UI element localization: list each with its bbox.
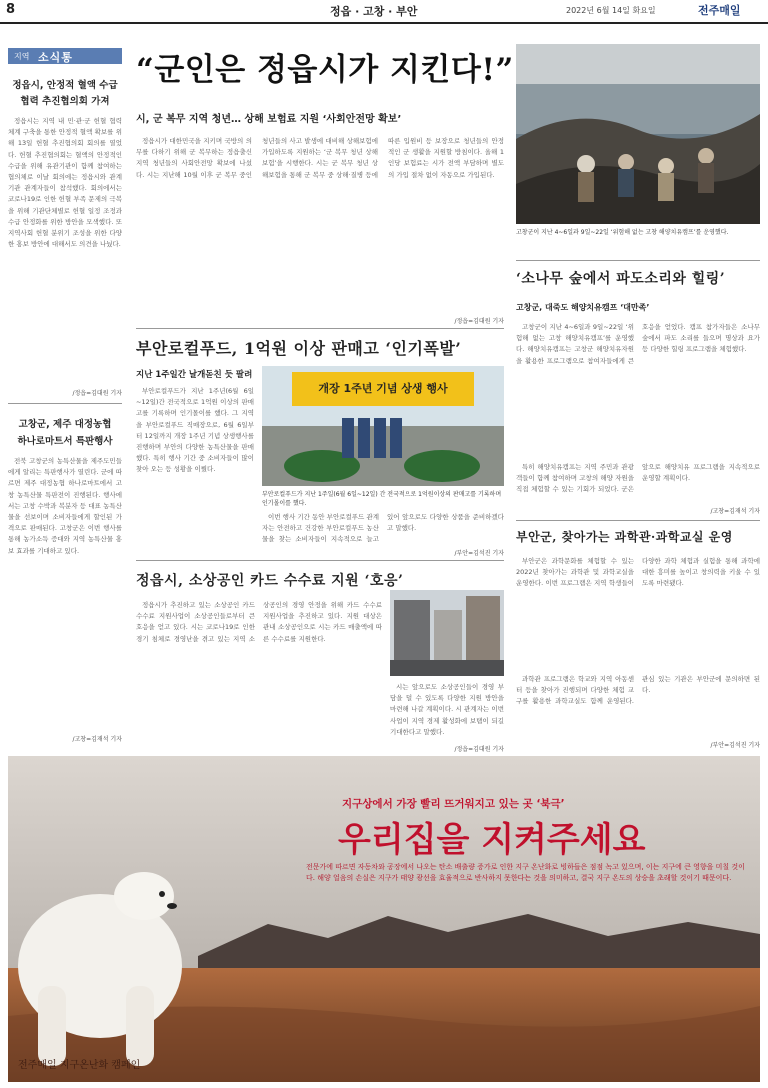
news-byline: /정읍=김대원 기자 — [72, 390, 122, 397]
news-headline: 고창군, 제주 대정농협 — [18, 419, 112, 430]
card-body: 정읍시가 추진하고 있는 소상공인 카드 수수료 지원사업이 소상공인들로부터 큰 호응을 얻고 있다. 시는 코로나19로 인한 경기 침체로 경영난을 겪고 있는 지역 소상공인의 경영 안정을 위해 카드 수수료 지원사업을 추진하고 있다. 지원 대상은 관내 소상공인으로 시는 카드 매출액에 따른 수수료를 지원한다. — [136, 601, 382, 643]
page-number: 8 — [6, 2, 16, 17]
science-byline: /부안=김석진 기자 — [710, 742, 760, 749]
column-title: 소식통 — [38, 51, 73, 64]
ad-tagline: 지구상에서 가장 빨리 뜨거워지고 있는 곳 ‘북극’ — [342, 798, 565, 810]
coast-photo — [516, 44, 760, 224]
forest-body: 특히 해양치유캠프는 지역 주민과 관광객들이 함께 참여하며 고창의 해양 자원을 직접 체험할 수 있는 기회가 되었다. 군은 앞으로 해양치유 프로그램을 지속적으로 운영할 계획이다. — [516, 463, 760, 494]
forest-body: 고창군이 지난 4~6일과 9일~22일 ‘위험해 없는 고창 해양치유캠프’를 운영했다. 해양치유캠프는 고창군 해양치유자원을 활용한 프로그램으로 참여자들에게 큰 호응을 얻었다. 캠프 참가자들은 소나무 숲에서 파도 소리를 들으며 명상과 요가 등 다양한 힐링 프로그램을 체험했다. — [516, 323, 760, 365]
science-body: 과학관 프로그램은 학교와 지역 아동센터 등을 찾아가 진행되며 다양한 체험 교구를 활용한 과학교실도 함께 운영된다. 관심 있는 기관은 부안군에 문의하면 된다. — [516, 675, 760, 706]
forest-subhead: 고창군, 대죽도 해양치유캠프 ‘대만족’ — [516, 303, 650, 312]
lead-byline: /정읍=김대원 기자 — [454, 318, 504, 325]
buan-byline: /부안=김석진 기자 — [454, 550, 504, 557]
news-headline: 정읍시, 안정적 혈액 수급 — [12, 80, 118, 91]
lead-subhead: 시, 군 복무 지역 청년… 상해 보험료 지원 ‘사회안전망 확보’ — [136, 114, 402, 125]
news-body: 정읍시는 지역 내 민·관·군 헌혈 협력체계 구축을 통한 안정적 혈액 확보를 위해 13일 헌혈 추진협의회 회의를 열었다. 헌혈 추진협의회는 혈액의 안정적인 수급을 위해 유관기관이 함께 참여하는 협의체로 이날 회의에는 정읍시와 관계기관 관계자들이 참석했다. 회의에서는 코로나19로 인한 헌혈 부족 문제의 극복을 위해 기관단체별로 헌혈 일정 조정과 수급 안정화를 위한 방안을 모색했다. 또 지역사회 헌혈 분위기 조성을 위한 다양한 홍보 방안에 대해서도 의견을 나눴다. — [8, 117, 122, 249]
card-body: 시는 앞으로도 소상공인들이 경영 부담을 덜 수 있도록 다양한 지원 방안을 마련해 나갈 계획이다. 시 관계자는 이번 사업이 지역 경제 활성화에 보탬이 되길 기대한다고 말했다. — [390, 683, 504, 736]
ad-body: 전문가에 따르면 자동차와 공장에서 나오는 탄소 배출량 증가로 인한 지구 온난화로 빙하들은 점점 녹고 있으며, 이는 지구에 큰 영향을 미칠 것이다. 해양 얼음의 손실은 지구가 태양 광선을 효율적으로 반사하지 못한다는 것을 의미하고, 결국 지구 온도의 상승을 초래할 것이기 때문이다. — [306, 863, 745, 882]
ad-headline: 우리집을 지켜주세요 — [338, 820, 646, 860]
street-photo — [390, 590, 504, 676]
paper-name: 전주매일 — [698, 4, 741, 17]
forest-byline: /고창=김재석 기자 — [710, 508, 760, 515]
buan-body: 이번 행사 기간 동안 부안로컬푸드 관계자는 안전하고 건강한 부안로컬푸드 농산물을 찾는 소비자들이 지속적으로 늘고 있어 앞으로도 다양한 상품을 준비하겠다고 말했다. — [262, 513, 504, 544]
column-label: 지역 — [14, 52, 30, 61]
section-title: 정읍 · 고창 · 부안 — [330, 5, 418, 18]
divider — [516, 260, 760, 261]
divider — [516, 520, 760, 521]
buan-body: 부안로컬푸드가 지난 1주년(6월 6일~12일)간 전국적으로 1억원 이상의 판매고를 기록하며 인기몰이를 했다. 그 지역을 부안로컬푸드 직매장으로, 6월 6일부터 12일까지 개장 1주년 기념 상생행사를 진행하며 부안의 다양한 농특산물을 판매했다. 특히 행사 기간 중 소비자들이 많이 찾아 오는 등 성황을 이뤘다. — [136, 387, 254, 474]
coast-photo-caption: 고창군이 지난 4~6일과 9일~22일 ‘위험해 없는 고창 해양치유캠프’를 운영했다. — [516, 229, 729, 236]
divider — [136, 560, 504, 561]
divider — [8, 403, 122, 404]
news-byline: /고창=김재석 기자 — [72, 736, 122, 743]
card-headline: 정읍시, 소상공인 카드 수수료 지원 ‘호응’ — [136, 573, 404, 589]
buan-subhead: 지난 1주일간 날개돋친 듯 팔려 — [136, 370, 253, 380]
card-byline: /정읍=김대원 기자 — [454, 746, 504, 753]
market-photo-caption: 부안로컬푸드가 지난 1주일(6월 6일~12일) 간 전국적으로 1억원이상의 판매고를 기록하며 인기몰이를 했다. — [262, 491, 502, 507]
market-banner: 개장 1주년 기념 상생 행사 — [318, 382, 448, 395]
science-body: 부안군은 과학문화를 체험할 수 있는 2022년 찾아가는 과학관 및 과학교실을 운영한다. 이번 프로그램은 지역 학생들이 다양한 과학 체험과 실험을 통해 과학에 대한 흥미를 높이고 창의력을 키울 수 있도록 마련됐다. — [516, 557, 760, 588]
buan-headline: 부안로컬푸드, 1억원 이상 판매고 ‘인기폭발’ — [136, 339, 462, 358]
science-headline: 부안군, 찾아가는 과학관·과학교실 운영 — [516, 530, 733, 544]
news-headline: 협력 추진협의회 가져 — [20, 96, 110, 107]
lead-headline: “군인은 정읍시가 지킨다!” — [136, 52, 514, 88]
issue-date: 2022년 6월 14일 화요일 — [566, 6, 656, 15]
news-body: 전북 고창군의 농특산물을 제주도민들에게 알리는 특판행사가 열린다. 군에 따르면 제주 대정농협 하나로마트에서 고창 농특산물 특판전이 진행된다. 행사에서는 고창 수박과 복분자 등 대표 농특산물을 선보이며 소비자들에게 할인된 가격으로 판매된다. 고창군은 이번 행사를 통해 농가소득 증대와 지역 농특산물 홍보 효과를 기대하고 있다. — [8, 457, 122, 555]
forest-headline: ‘소나무 숲에서 파도소리와 힐링’ — [516, 271, 726, 287]
divider — [136, 328, 504, 329]
news-headline: 하나로마트서 특판행사 — [17, 436, 113, 447]
ad-signature: 전주매일 지구온난화 캠페인 — [18, 1060, 141, 1071]
lead-body: 정읍시가 대한민국을 지키며 국방의 의무를 다하기 위해 군 복무하는 정읍출신 지역 청년들의 사회안전망 확보에 나섰다. 시는 지난해 10월 이후 군 복무 중인 청년들의 사고 발생에 대비해 상해보험에 가입하도록 지원하는 ‘군 복무 청년 상해보험’을 시행한다. 시는 군 복무 청년 상해보험을 통해 군 복무 중 상해·질병 등에 따른 입원비 등 보장으로 청년들의 안정적인 군 생활을 지원할 방침이다. 올해 1인당 보험료는 시가 전액 부담하며 별도의 가입 절차 없이 자동으로 가입된다. — [136, 137, 504, 179]
